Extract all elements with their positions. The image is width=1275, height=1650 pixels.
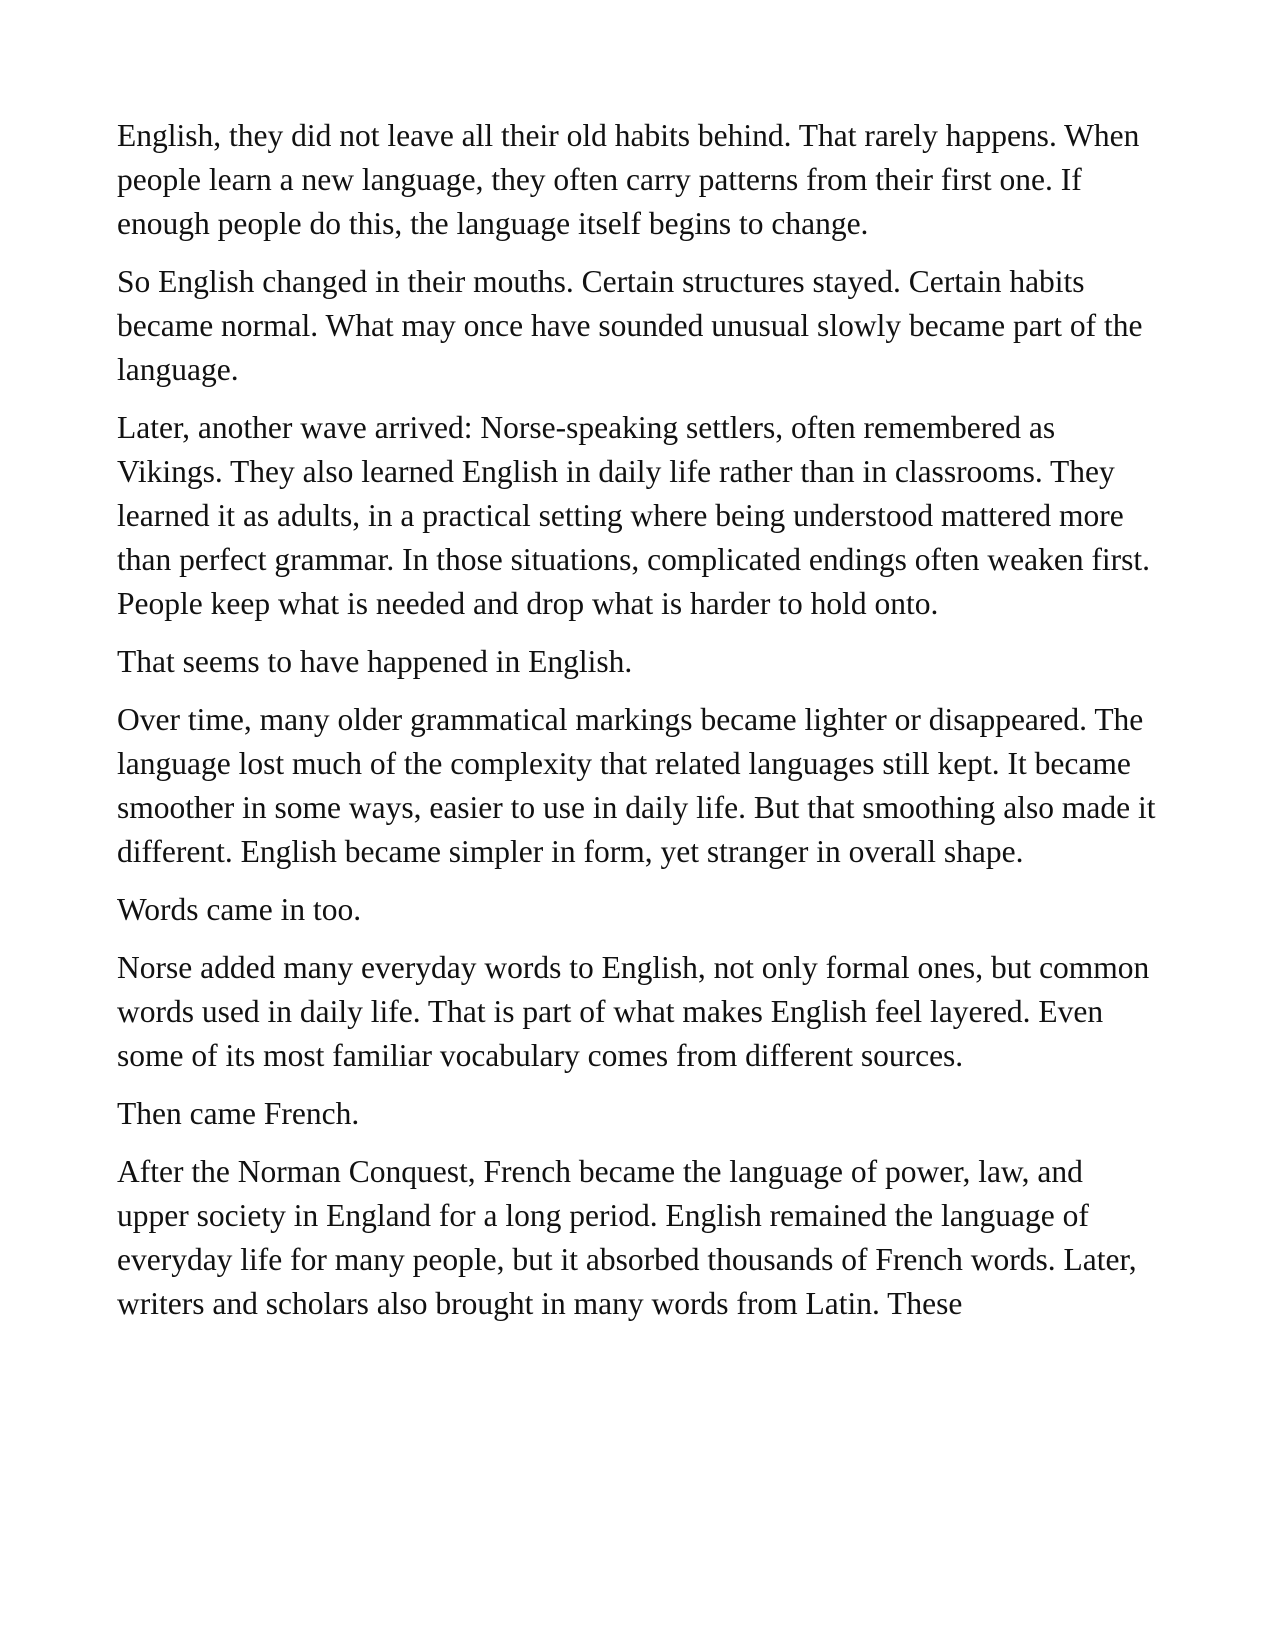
paragraph: Words came in too. (117, 892, 362, 927)
paragraph: After the Norman Conquest, French became the language of power, law, and upper society in England for a long period. English remained the language of everyday life for many people, but it absorbed thousands of French words. Later, writers and scholars also brought in many words from Latin. These (117, 1154, 1137, 1321)
paragraph: Over time, many older grammatical markings became lighter or disappeared. The language lost much of the complexity that related languages still kept. It became smoother in some ways, easier to use in daily life. But that smoothing also made it different. English became simpler in form, yet stranger in overall shape. (117, 702, 1156, 869)
body-text (117, 114, 1162, 1326)
paragraph: Norse added many everyday words to English, not only formal ones, but common words used in daily life. That is part of what makes English feel layered. Even some of its most familiar vocabulary comes from different sources. (117, 950, 1150, 1073)
paragraph: English, they did not leave all their old habits behind. That rarely happens. When people learn a new language, they often carry patterns from their first one. If enough people do this, the language itself begins to change. (117, 118, 1140, 241)
paragraph: Later, another wave arrived: Norse-speaking settlers, often remembered as Vikings. They also learned English in daily life rather than in classrooms. They learned it as adults, in a practical setting where being understood mattered more than perfect grammar. In those situations, complicated endings often weaken first. People keep what is needed and drop what is harder to hold onto. (117, 410, 1151, 621)
paragraph: That seems to have happened in English. (117, 644, 633, 679)
paragraph: So English changed in their mouths. Certain structures stayed. Certain habits became normal. What may once have sounded unusual slowly became part of the language. (117, 264, 1143, 387)
paragraph: Then came French. (117, 1096, 360, 1131)
